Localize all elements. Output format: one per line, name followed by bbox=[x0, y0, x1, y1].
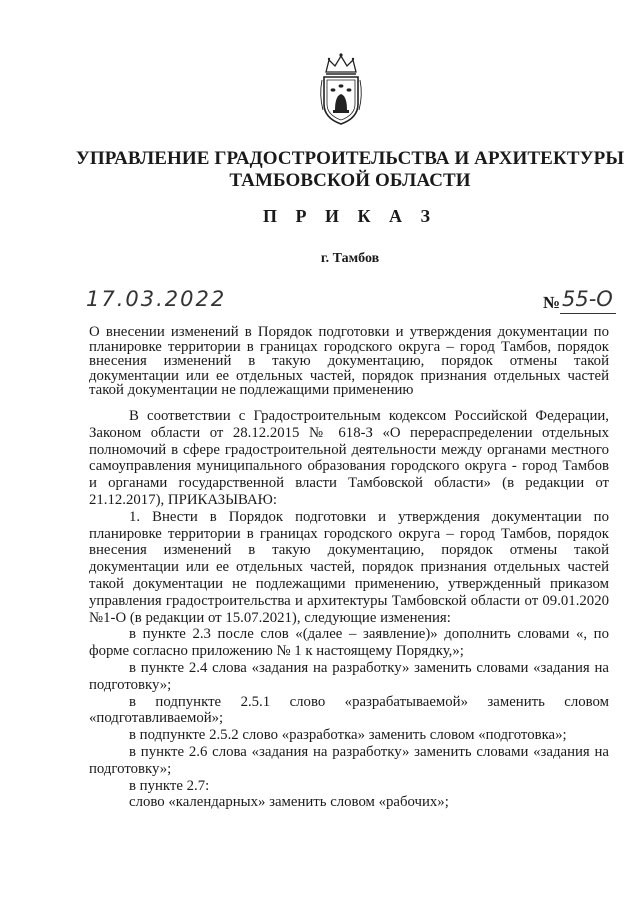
paragraph-preamble: В соответствии с Градостроительным кодексом Российской Федерации, Законом области от 28.12.2015 № 618-З «О перераспределении отдельных полномочий в сфере градостроительной деятельности между органами местного самоуправления муниципального образования городского округа - город Тамбов и органами государственной власти Тамбовской области» (в редакции от 21.12.2017), ПРИКАЗЫВАЮ: bbox=[89, 408, 609, 508]
coat-of-arms-icon bbox=[318, 50, 364, 126]
handwritten-number: 55-О bbox=[562, 287, 613, 311]
paragraph-change: в пункте 2.6 слова «задания на разработку» заменить словами «задания на подготовку»; bbox=[89, 743, 609, 777]
order-subject bbox=[89, 325, 609, 398]
paragraph-item-1: 1. Внести в Порядок подготовки и утверждения документации по планировке территории в границах городского округа – город Тамбов, порядок внесения изменений в такую документацию, порядок отмены такой документации или ее отдельных частей, порядок признания отдельных частей такой документации не подлежащими применению, утвержденный приказом управления градостроительства и архитектуры Тамбовской области от 09.01.2020 №1-О (в редакции от 15.07.2021), следующие изменения: bbox=[89, 508, 609, 626]
paragraph-change: слово «календарных» заменить словом «рабочих»; bbox=[129, 794, 449, 811]
org-name-line-1: УПРАВЛЕНИЕ ГРАДОСТРОИТЕЛЬСТВА И АРХИТЕКТУРЫ bbox=[75, 148, 625, 169]
number-underline bbox=[560, 313, 616, 314]
order-body bbox=[89, 408, 609, 811]
number-label: № bbox=[542, 293, 560, 312]
city: г. Тамбов bbox=[320, 251, 380, 266]
paragraph-change: в подпункте 2.5.1 слово «разрабатываемой» заменить словом «подготавливаемой»; bbox=[89, 693, 609, 727]
paragraph-change: в пункте 2.3 после слов «(далее – заявление)» дополнить словами «, по форме согласно приложению № 1 к настоящему Порядку,»; bbox=[89, 626, 609, 660]
date-number-line bbox=[86, 287, 616, 319]
handwritten-date: 17.03.2022 bbox=[86, 287, 227, 311]
subject-text: О внесении изменений в Порядок подготовки и утверждения документации по планировке территории в границах городского округа – город Тамбов, порядок внесения изменений в такую документацию, порядок отмены такой документации или ее отдельных частей, порядок признания отдельных частей такой документации не подлежащими применению bbox=[89, 324, 609, 399]
paragraph-change: в подпункте 2.5.2 слово «разработка» заменить словом «подготовка»; bbox=[129, 727, 567, 744]
paragraph-change: в пункте 2.7: bbox=[129, 777, 210, 794]
document-type: П Р И К А З bbox=[262, 206, 438, 226]
org-name-line-2: ТАМБОВСКОЙ ОБЛАСТИ bbox=[229, 170, 471, 191]
paragraph-change: в пункте 2.4 слова «задания на разработку» заменить словами «задания на подготовку»; bbox=[89, 659, 609, 693]
